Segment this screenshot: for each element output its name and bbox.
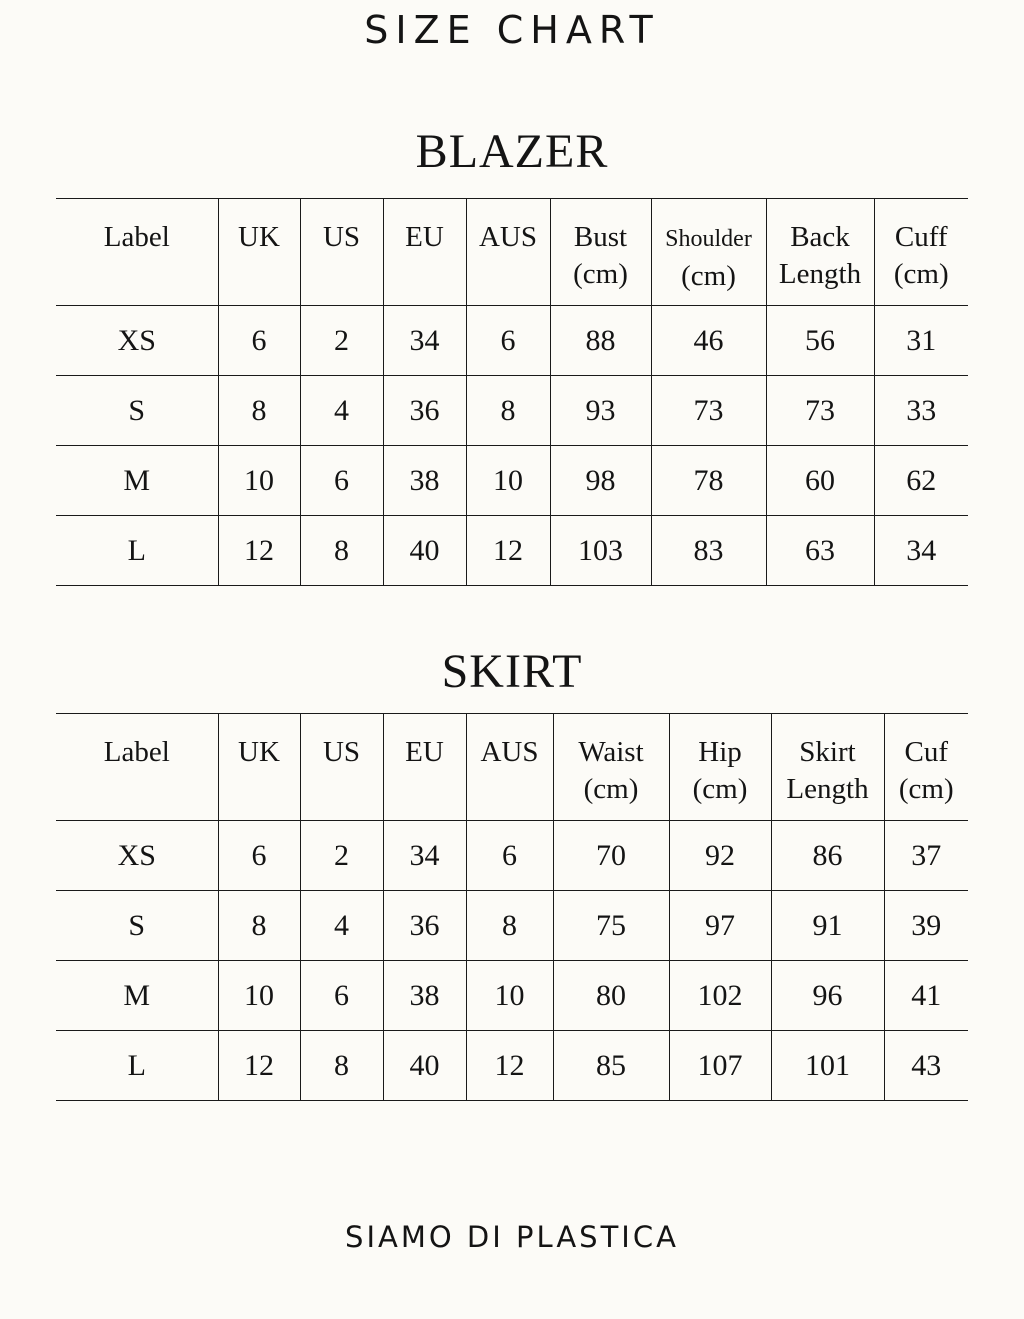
table-row [56, 376, 968, 446]
table-row [56, 821, 968, 891]
table-cell: 36 [383, 891, 466, 961]
skirt-header-hip: Hip (cm) [669, 714, 771, 821]
table-cell: L [56, 516, 218, 586]
table-cell: 12 [466, 1031, 553, 1101]
table-cell: M [56, 961, 218, 1031]
table-cell: 88 [550, 306, 651, 376]
table-cell: 39 [884, 891, 968, 961]
table-cell: 107 [669, 1031, 771, 1101]
table-cell: 40 [383, 516, 466, 586]
table-cell: 10 [218, 446, 300, 516]
table-cell: 37 [884, 821, 968, 891]
table-cell: 78 [651, 446, 766, 516]
skirt-header-row [56, 714, 968, 821]
table-cell: 10 [218, 961, 300, 1031]
table-cell: 96 [771, 961, 884, 1031]
table-cell: 63 [766, 516, 874, 586]
table-cell: 34 [383, 306, 466, 376]
blazer-header-uk: UK [218, 199, 300, 306]
skirt-header-skirt-length: Skirt Length [771, 714, 884, 821]
table-cell: 102 [669, 961, 771, 1031]
table-cell: 8 [466, 376, 550, 446]
table-cell: 8 [466, 891, 553, 961]
table-cell: 86 [771, 821, 884, 891]
blazer-size-table [56, 198, 968, 586]
table-cell: 97 [669, 891, 771, 961]
table-cell: XS [56, 821, 218, 891]
table-cell: XS [56, 306, 218, 376]
table-cell: 83 [651, 516, 766, 586]
skirt-header-cuff: Cuf (cm) [884, 714, 968, 821]
table-cell: L [56, 1031, 218, 1101]
table-cell: 41 [884, 961, 968, 1031]
blazer-header-row [56, 199, 968, 306]
table-cell: 6 [300, 446, 383, 516]
table-cell: 8 [300, 516, 383, 586]
table-row [56, 961, 968, 1031]
table-cell: S [56, 376, 218, 446]
table-cell: 101 [771, 1031, 884, 1101]
table-cell: 80 [553, 961, 669, 1031]
blazer-header-cuff: Cuff (cm) [874, 199, 968, 306]
table-cell: 33 [874, 376, 968, 446]
skirt-header-aus: AUS [466, 714, 553, 821]
skirt-section-title: SKIRT [441, 645, 583, 698]
table-cell: 56 [766, 306, 874, 376]
brand-footer: SIAMO DI PLASTICA [345, 1220, 679, 1254]
table-row [56, 1031, 968, 1101]
table-cell: 2 [300, 306, 383, 376]
table-cell: 12 [218, 516, 300, 586]
table-cell: 93 [550, 376, 651, 446]
blazer-header-shoulder: Shoulder (cm) [651, 199, 766, 306]
blazer-header-us: US [300, 199, 383, 306]
blazer-header-back-length: Back Length [766, 199, 874, 306]
table-cell: S [56, 891, 218, 961]
table-cell: 62 [874, 446, 968, 516]
blazer-section-title: BLAZER [415, 125, 609, 178]
table-cell: 8 [218, 376, 300, 446]
skirt-header-label: Label [56, 714, 218, 821]
page-title: SIZE CHART [364, 8, 660, 52]
table-cell: 70 [553, 821, 669, 891]
table-cell: 10 [466, 446, 550, 516]
table-cell: 8 [218, 891, 300, 961]
table-row [56, 446, 968, 516]
blazer-header-aus: AUS [466, 199, 550, 306]
table-cell: 4 [300, 891, 383, 961]
blazer-header-bust: Bust (cm) [550, 199, 651, 306]
table-cell: 73 [766, 376, 874, 446]
table-cell: 92 [669, 821, 771, 891]
table-cell: 2 [300, 821, 383, 891]
table-cell: 91 [771, 891, 884, 961]
table-cell: 6 [466, 306, 550, 376]
table-cell: M [56, 446, 218, 516]
table-cell: 34 [383, 821, 466, 891]
table-cell: 43 [884, 1031, 968, 1101]
skirt-header-us: US [300, 714, 383, 821]
table-cell: 34 [874, 516, 968, 586]
table-row [56, 306, 968, 376]
table-cell: 6 [218, 821, 300, 891]
table-cell: 98 [550, 446, 651, 516]
blazer-header-eu: EU [383, 199, 466, 306]
table-cell: 85 [553, 1031, 669, 1101]
table-row [56, 891, 968, 961]
skirt-header-eu: EU [383, 714, 466, 821]
table-cell: 103 [550, 516, 651, 586]
blazer-header-label: Label [56, 199, 218, 306]
table-cell: 73 [651, 376, 766, 446]
table-cell: 36 [383, 376, 466, 446]
table-cell: 75 [553, 891, 669, 961]
table-cell: 38 [383, 961, 466, 1031]
table-cell: 6 [300, 961, 383, 1031]
table-cell: 38 [383, 446, 466, 516]
table-cell: 8 [300, 1031, 383, 1101]
table-cell: 31 [874, 306, 968, 376]
table-cell: 12 [218, 1031, 300, 1101]
skirt-size-table [56, 713, 968, 1101]
table-cell: 10 [466, 961, 553, 1031]
table-cell: 46 [651, 306, 766, 376]
table-cell: 60 [766, 446, 874, 516]
table-cell: 6 [218, 306, 300, 376]
table-cell: 6 [466, 821, 553, 891]
table-row [56, 516, 968, 586]
table-cell: 12 [466, 516, 550, 586]
table-cell: 40 [383, 1031, 466, 1101]
skirt-header-uk: UK [218, 714, 300, 821]
skirt-header-waist: Waist (cm) [553, 714, 669, 821]
table-cell: 4 [300, 376, 383, 446]
